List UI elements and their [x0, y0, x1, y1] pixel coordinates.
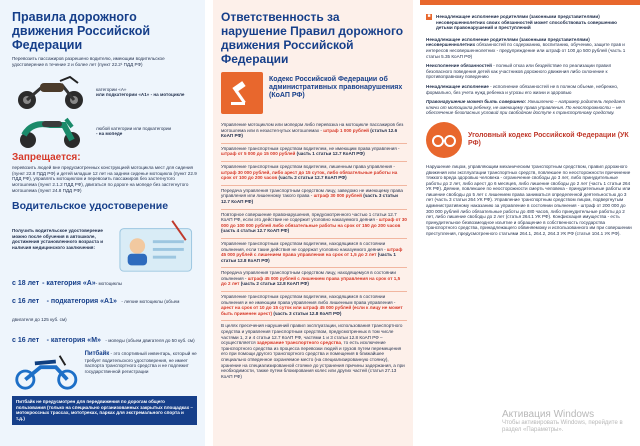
koap-row-2	[221, 146, 407, 157]
koap-rows	[221, 122, 407, 379]
gavel-icon	[221, 72, 263, 114]
koap-row-4	[221, 188, 407, 205]
item-2-title: Ненадлежащее исполнение родителями (законными представителями) несовершеннолетних	[426, 36, 590, 48]
uk-text: Нарушение лицом, управляющим механическим транспортным средством, правил дорожного движения или эксплуатации транспортных средств, повлекшее по неосторожности причинение тяжкого вреда здоровью человека - ограничение свободы до 3 лет, либо принудительные работы до 2 лет, либо арест до 6 месяцев, либо лишение свободы до 2 лет (часть 1 статьи 264 УК РФ). Деяние, повлекшее по неосторожности смерть человека - принудительные работы или лишение свободы до 5 лет с лишением права заниматься определенной деятельностью до 3 лет (часть 3 статьи 264 УК РФ). Управление транспортным средством лицом, подвергнутым административному наказанию за управление в состоянии опьянения - штраф от 200 000 до 300 000 рублей либо обязательные работы до 480 часов, либо принудительные работы до 2 лет, либо лишение свободы до 2 лет (статья 264.1 УК РФ). Конфискация имущества - есть принудительное безвозмездное изъятие и обращение в собственность государства транспортного средства, принадлежащего обвиняемому и использованного им при совершении преступления, предусмотренного статьями 264.1, 264.2, 264.3 УК РФ (статья 104.1 УК РФ).	[426, 163, 632, 237]
age-2-sub: - легкие мотоциклы (объем двигателя до 125 куб. см)	[12, 299, 180, 323]
age-3: с 16 лет	[12, 337, 40, 345]
prohibited-text: перевозить людей вне предусмотренных конструкцией мотоцикла мест для сидения (пункт 22.8 ПДД РФ) и детей младше 12 лет на заднем сиденье мотоцикла (пункт 22.9 ПДД РФ), управлять мотоциклом и перевозить пассажиров без застегнутого мотошлема (пункт 2.1.2 ПДД РФ), двигаться по дороге на мопеде без застегнутого мотошлема (пункт 24.8 ПДД РФ)	[12, 165, 197, 193]
divider	[221, 267, 407, 268]
koap-title: Кодекс Российской Федерации об административных правонарушениях (КоАП РФ)	[269, 76, 403, 99]
pitbike-icon	[12, 351, 81, 391]
cat-a-label: категории «А»	[96, 86, 127, 92]
item-1-title: Ненадлежащее исполнение родителями (законными представителями) несовершеннолетних своих обязанностей	[436, 14, 600, 25]
row-7-fine: штраф 45 000 рублей с лишением права управления на срок от 1,5 до 2 лет	[221, 275, 401, 287]
pitbike-block	[12, 351, 197, 391]
prohibited-title: Запрещается:	[12, 152, 81, 164]
item-4-title: Ненадлежащее исполнение	[426, 83, 489, 89]
row-3-text: Управление транспортным средством водителем, лишенным права управления -	[221, 163, 395, 169]
pitbike-title: Питбайк	[84, 351, 110, 358]
bullet-icon: ■	[427, 13, 431, 20]
license-text: Получить водительское удостоверение можно после обучения в автошколе, достижения установленного возраста и наличия медицинского заключения:	[12, 228, 104, 250]
row-6-fine: штраф 45 000 рублей с лишением права управления на срок от 1,5 до 2 лет	[221, 246, 403, 258]
column-parents	[420, 0, 640, 446]
license-card-icon	[118, 218, 197, 276]
row-2-text: Управление транспортным средством водителем, не имеющим права управления -	[221, 145, 400, 151]
divider	[221, 238, 407, 239]
koap-row-3	[221, 164, 407, 181]
cat-a-sub: или подкатегории «А1» - на мотоцикле	[96, 92, 185, 98]
row-5-fine: штраф от 30 000 до 100 000 рублей либо обязательные работы на срок от 150 до 200 часов	[221, 217, 407, 228]
item-5-sub: Умышленно – например родитель передает ключи от мотоцикла ребенку, не имеющему права управления. По неосторожности – не обеспечение безопасных условий при свободном доступе к транспортному средству.	[426, 99, 626, 116]
col1-title: Правила дорожного движения Российской Федерации	[12, 10, 151, 52]
watermark-line-2: Чтобы активировать Windows, перейдите в раздел «Параметры».	[502, 420, 623, 433]
age-row-3	[12, 329, 197, 347]
row-4-text: Передача управления транспортным средством лицу, заведомо не имеющему права управления или лишенному такого права -	[221, 187, 403, 199]
item-3-title: Неисполнение обязанностей	[426, 63, 492, 69]
item-4-sub: - исполнение обязанностей не в полном объеме, небрежно, формально, без учета нужд ребенка и угрозы его жизни и здоровью	[426, 83, 619, 95]
top-accent-bar	[420, 0, 640, 5]
age-2: с 16 лет	[12, 298, 40, 306]
row-2-article: (часть 1 статьи 12.7 КоАП РФ)	[296, 151, 365, 157]
license-title: Водительское удостоверение	[12, 200, 169, 213]
pitbike-note: Питбайк не предусмотрен для передвижения по дорогам общего пользования (только на специально организованных закрытых площадках – мотокроссных трассах, мототреках, парках для экстремального спорта и т.д.)	[12, 396, 197, 424]
row-8-text: Управление транспортным средством водителем, находящимся в состоянии опьянения и не имеющим права управления либо лишенным права управления -	[221, 294, 396, 305]
row-5-article: (часть 4 статьи 12.7 КоАП РФ)	[221, 228, 290, 234]
parents-item-3	[426, 63, 634, 80]
pitbike-text: - это спортивный инвентарь, который не требует водительского удостоверения, не имеет паспорта транспортного средства и не подлежит государственной регистрации	[84, 351, 197, 374]
row-8-fine: арест на срок от 10 до 15 суток или штраф 45 000 рублей (если к лицу не может быть применен арест)	[221, 305, 403, 316]
item-5-title: Правонарушение может быть совершено:	[426, 99, 527, 105]
row-1-fine: штраф 1 000 рублей	[323, 127, 369, 133]
parents-item-2	[426, 37, 634, 59]
divider	[221, 161, 407, 162]
age-1-sub: - мотоциклы	[95, 280, 122, 286]
pitbike-desc	[85, 351, 197, 374]
uk-title: Уголовный кодекс Российской Федерации (УК РФ)	[468, 131, 629, 147]
row-6-text: Управление транспортным средством водителем, находящимся в состоянии опьянения, если такие действия не содержат уголовно наказуемого деяния -	[221, 240, 386, 252]
separator-1	[205, 0, 213, 446]
row-5-text: Повторное совершение правонарушения, предусмотренного частью 1 статьи 12.7 КоАП РФ, если это действие не содержит уголовно наказуемого деяния -	[221, 211, 397, 223]
koap-header	[221, 72, 407, 114]
parents-item-5	[426, 99, 634, 116]
row-1-text: Управление мотоциклом или мопедом либо перевозка на мотоцикле пассажиров без мотошлема или в незастегнутых мотошлемах -	[221, 122, 404, 133]
parents-item-4	[426, 84, 634, 95]
koap-row-1	[221, 122, 407, 139]
age-1: с 18 лет	[12, 280, 40, 288]
koap-row-9	[221, 323, 407, 379]
motorcycle-icon	[12, 73, 90, 111]
koap-row-6	[221, 241, 407, 263]
age-1-cat: - категория «А»	[42, 280, 96, 288]
moped-icon	[12, 113, 90, 149]
license-block	[12, 218, 197, 276]
row-9-fine: задержание транспортного средства	[256, 340, 342, 346]
column-responsibility	[213, 0, 413, 446]
cat-any-sub: - на мопеде	[96, 131, 123, 137]
row-4-fine: штраф 30 000 рублей	[313, 193, 362, 199]
koap-row-5	[221, 212, 407, 234]
age-3-sub: - мопеды (объем двигателя до 50 куб. см)	[105, 338, 195, 344]
age-row-1	[12, 280, 197, 287]
cat-any-label: любой категории или подкатегории	[96, 125, 172, 131]
divider	[221, 143, 407, 144]
item-3-sub: - полный отказ или бездействие по реализации правил безопасного поведения детей как участников дорожного движения либо склонение к противоправному поведению	[426, 63, 612, 80]
cat-any-row	[12, 113, 197, 149]
row-8-article: (часть 3 статьи 12.8 КоАП РФ)	[273, 310, 342, 316]
windows-activation-watermark	[502, 409, 632, 434]
column-traffic-rules	[0, 0, 205, 446]
uk-header	[426, 122, 634, 158]
age-list	[12, 280, 197, 347]
parents-list	[426, 14, 634, 116]
row-9-article: , то есть исключение транспортного средства из процесса перевозки людей и грузов путем перемещения его при помощи другого транспортного средства и помещения в ближайшее специально отведенное охраняемое место (на специализированную стоянку), хранение на специализированной стоянке до устранения причины задержания, а при необходимости, также путем блокирования колес или других частей (статья 27.13 КоАП РФ)	[221, 340, 405, 379]
row-2-fine: штраф от 5 000 до 15 000 рублей	[221, 151, 296, 157]
row-4-article: (часть 3 статьи 12.7 КоАП РФ)	[221, 193, 398, 204]
divider	[221, 320, 407, 321]
age-row-2	[12, 290, 197, 326]
row-9-text: В целях пресечения нарушений правил эксплуатации, использования транспортного средства и управления транспортным средством, предусмотренных в том числе частями 1, 2 и 4 статьи 12.7 КоАП РФ, частями 1 и 3 статьи 12.8 КоАП РФ – осуществляется	[221, 323, 403, 346]
watermark-line-1: Активация Windows	[502, 409, 595, 420]
separator-2	[413, 0, 420, 446]
koap-row-7	[221, 270, 407, 287]
divider	[221, 291, 407, 292]
row-6-article: (часть 1 статьи 12.8 КоАП РФ)	[221, 252, 396, 263]
item-1-sub: может способствовать совершению детьми правонарушений и преступлений	[436, 19, 617, 31]
row-3-fine: штраф 30 000 рублей, либо арест до 15 суток, либо обязательные работы на срок от 100 до 200 часов	[221, 169, 398, 181]
divider	[221, 185, 407, 186]
row-7-text: Передача управления транспортным средством лицу, находящемуся в состоянии опьянения -	[221, 270, 396, 281]
row-3-article: (часть 2 статьи 12.7 КоАП РФ)	[278, 175, 347, 181]
handcuffs-icon	[426, 122, 462, 158]
divider	[221, 209, 407, 210]
koap-row-8	[221, 294, 407, 316]
row-1-article: (статья 12.6 КоАП РФ)	[221, 127, 398, 139]
item-2-sub: обязанностей по содержанию, воспитанию, обучению, защите прав и интересов несовершеннолетних - предупреждение или штраф от 100 до 500 рублей (часть 1 статьи 5.35 КоАП РФ)	[426, 42, 626, 59]
cat-a-row	[12, 73, 197, 111]
parents-item-1	[426, 14, 634, 31]
col2-title: Ответственность за нарушение Правил дорожного движения Российской Федерации	[221, 10, 404, 66]
age-3-cat: - категория «М»	[46, 337, 101, 345]
age-2-cat: - подкатегория «А1»	[46, 298, 117, 306]
row-7-article: (часть 2 статьи 12.8 КоАП РФ)	[240, 281, 309, 287]
col1-intro: Перевозить пассажиров разрешено водителю, имеющим водительское удостоверение в течение 2 и более лет (пункт 22.2¹ ПДД РФ)	[12, 56, 165, 67]
